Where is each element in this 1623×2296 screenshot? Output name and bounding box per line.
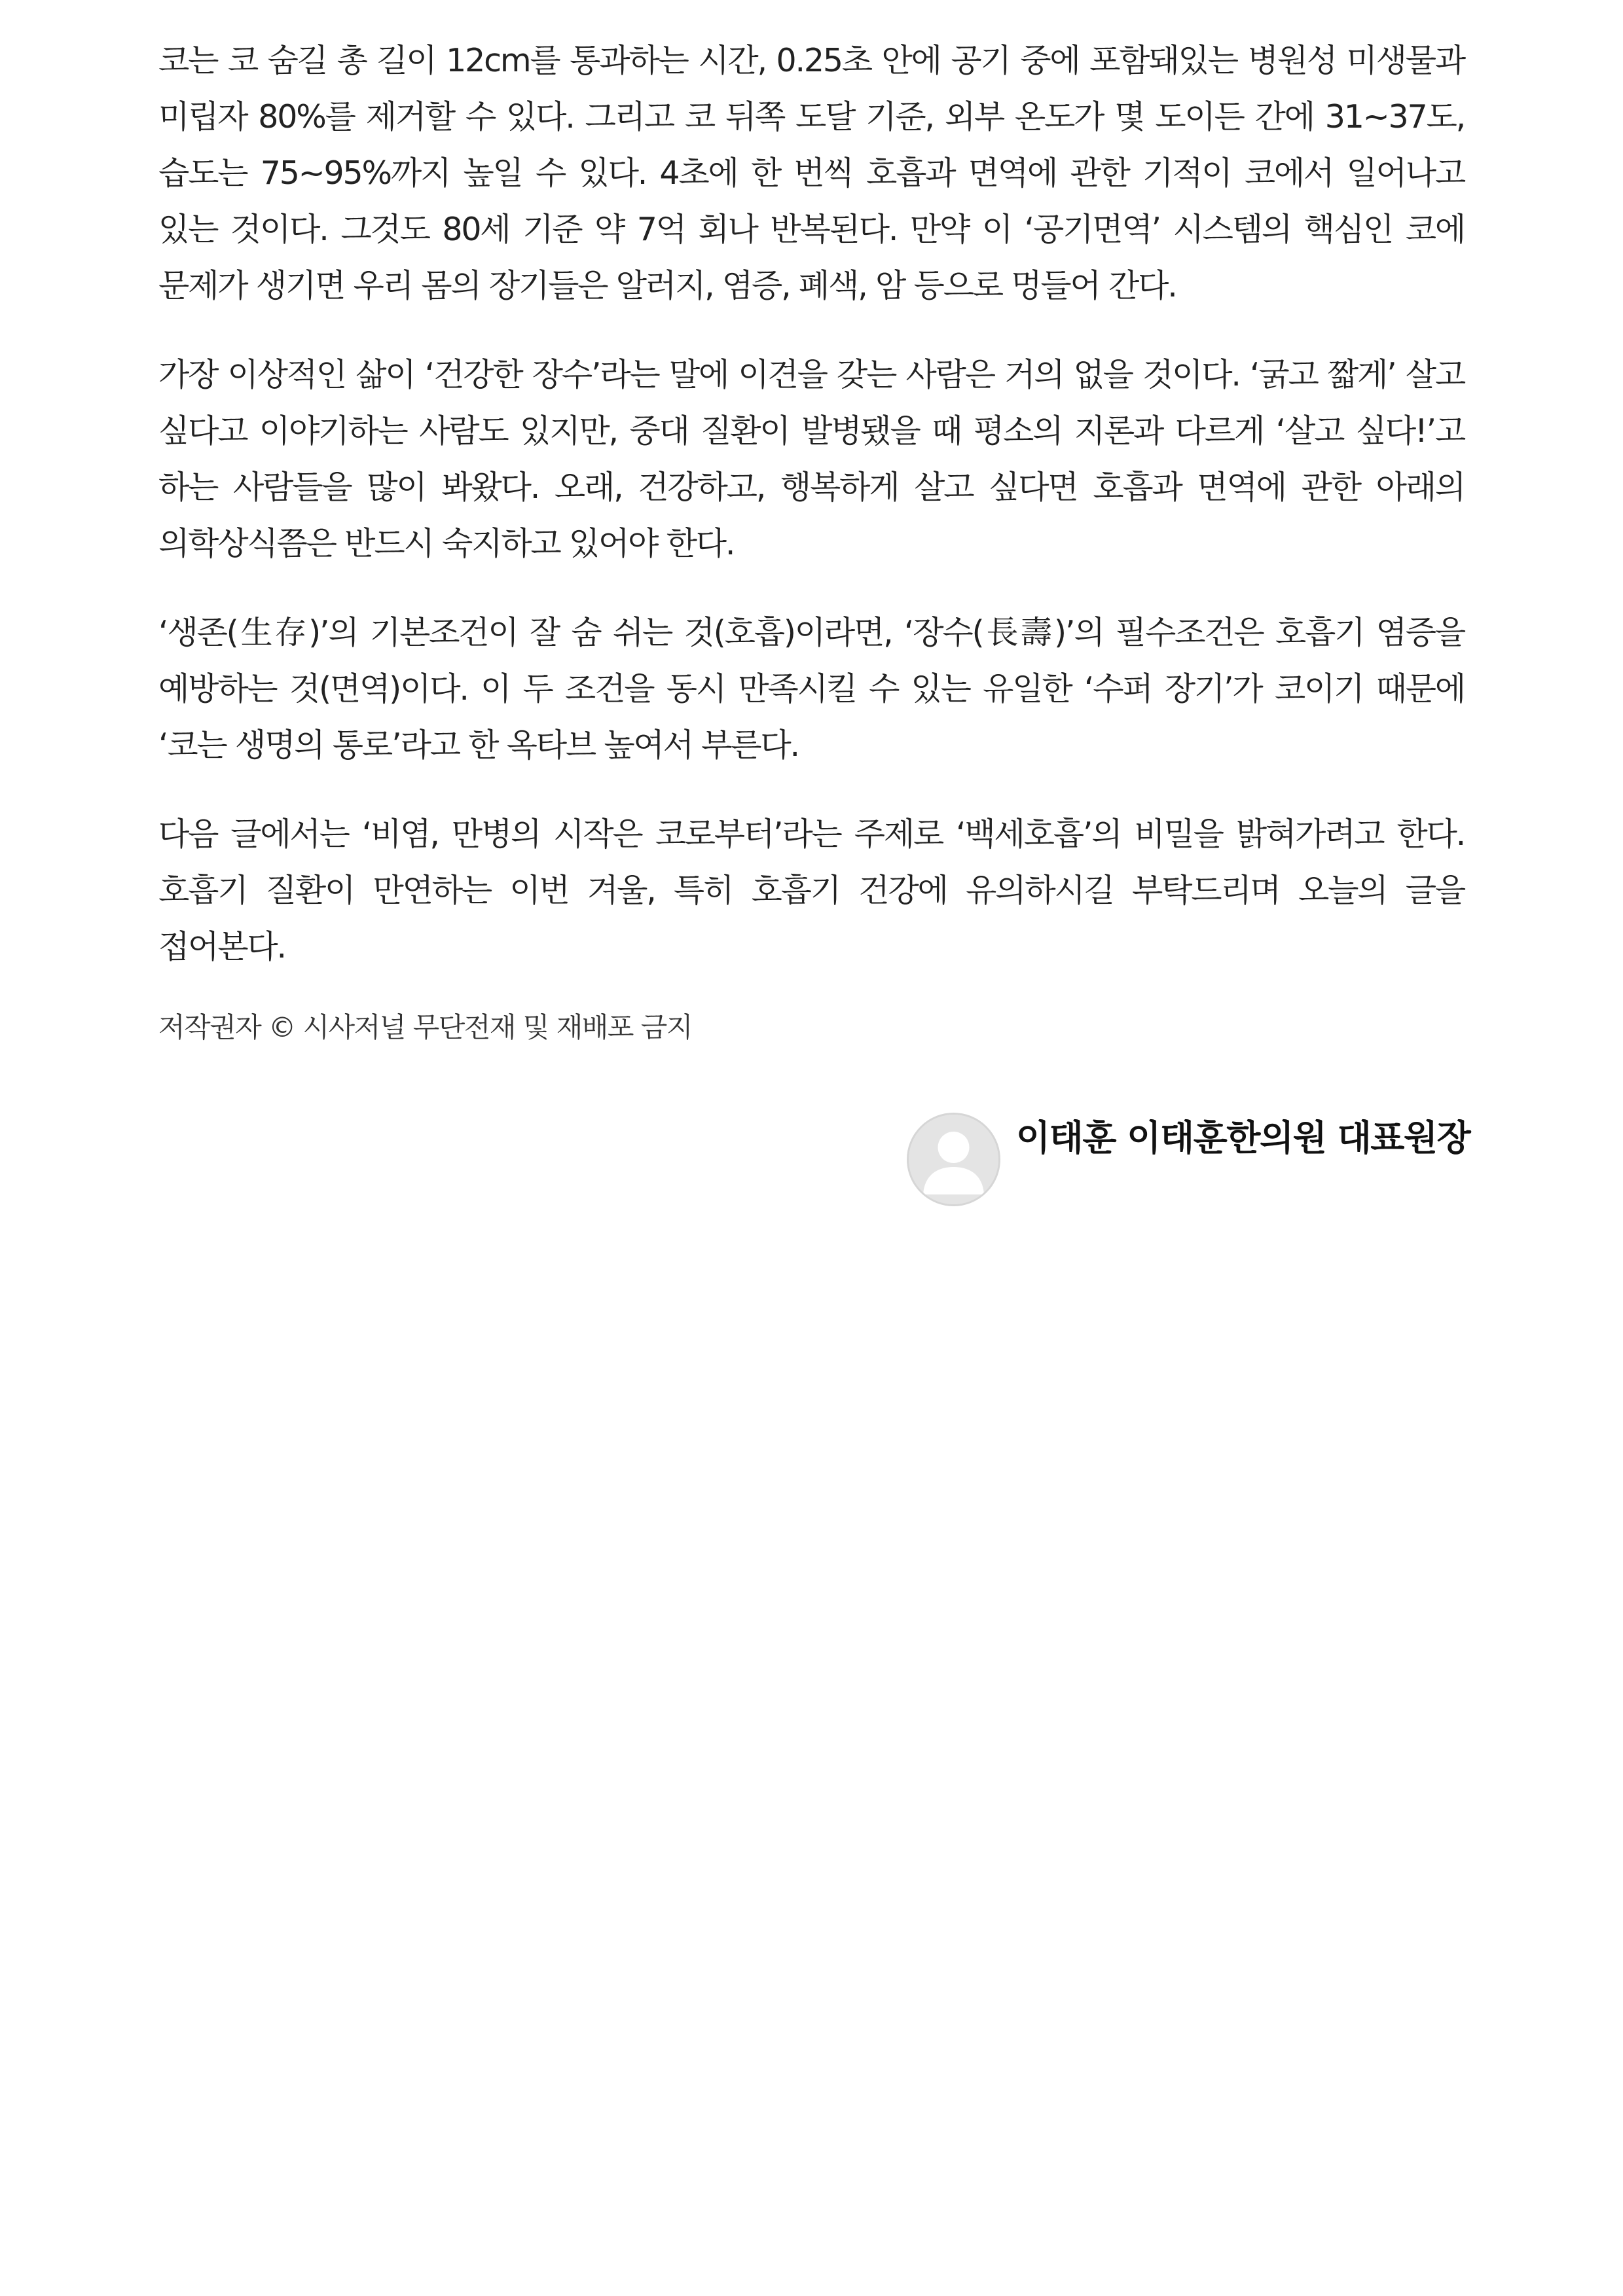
avatar — [907, 1113, 1000, 1206]
user-silhouette-icon — [909, 1115, 998, 1204]
article-body — [158, 33, 1465, 1047]
author-byline — [907, 1113, 1470, 1206]
article-paragraph-1: 코는 코 숨길 총 길이 12cm를 통과하는 시간, 0.25초 안에 공기 중에 포함돼있는 병원성 미생물과 미립자 80%를 제거할 수 있다. 그리고 코 뒤쪽 도달 기준, 외부 온도가 몇 도이든 간에 31~37도, 습도는 75~95%까지 높일 수 있다. 4초에 한 번씩 호흡과 면역에 관한 기적이 코에서 일어나고 있는 것이다. 그것도 80세 기준 약 7억 회나 반복된다. 만약 이 ‘공기면역’ 시스템의 핵심인 코에 문제가 생기면 우리 몸의 장기들은 알러지, 염증, 폐색, 암 등으로 멍들어 간다. — [158, 42, 1465, 304]
article-paragraph-3: ‘생존(生存)’의 기본조건이 잘 숨 쉬는 것(호흡)이라면, ‘장수(長壽)’의 필수조건은 호흡기 염증을 예방하는 것(면역)이다. 이 두 조건을 동시 만족시킬 수 있는 유일한 ‘수퍼 장기’가 코이기 때문에 ‘코는 생명의 통로’라고 한 옥타브 높여서 부른다. — [158, 614, 1465, 764]
article-paragraph-4: 다음 글에서는 ‘비염, 만병의 시작은 코로부터’라는 주제로 ‘백세호흡’의 비밀을 밝혀가려고 한다. 호흡기 질환이 만연하는 이번 겨울, 특히 호흡기 건강에 유의하시길 부탁드리며 오늘의 글을 접어본다. — [158, 816, 1465, 965]
article-paragraph-2: 가장 이상적인 삶이 ‘건강한 장수’라는 말에 이견을 갖는 사람은 거의 없을 것이다. ‘굵고 짧게’ 살고 싶다고 이야기하는 사람도 있지만, 중대 질환이 발병됐을 때 평소의 지론과 다르게 ‘살고 싶다!’고 하는 사람들을 많이 봐왔다. 오래, 건강하고, 행복하게 살고 싶다면 호흡과 면역에 관한 아래의 의학상식쯤은 반드시 숙지하고 있어야 한다. — [158, 356, 1465, 562]
copyright-notice: 저작권자 © 시사저널 무단전재 및 재배포 금지 — [158, 1011, 692, 1043]
author-name: 이태훈 이태훈한의원 대표원장 — [1016, 1117, 1470, 1158]
